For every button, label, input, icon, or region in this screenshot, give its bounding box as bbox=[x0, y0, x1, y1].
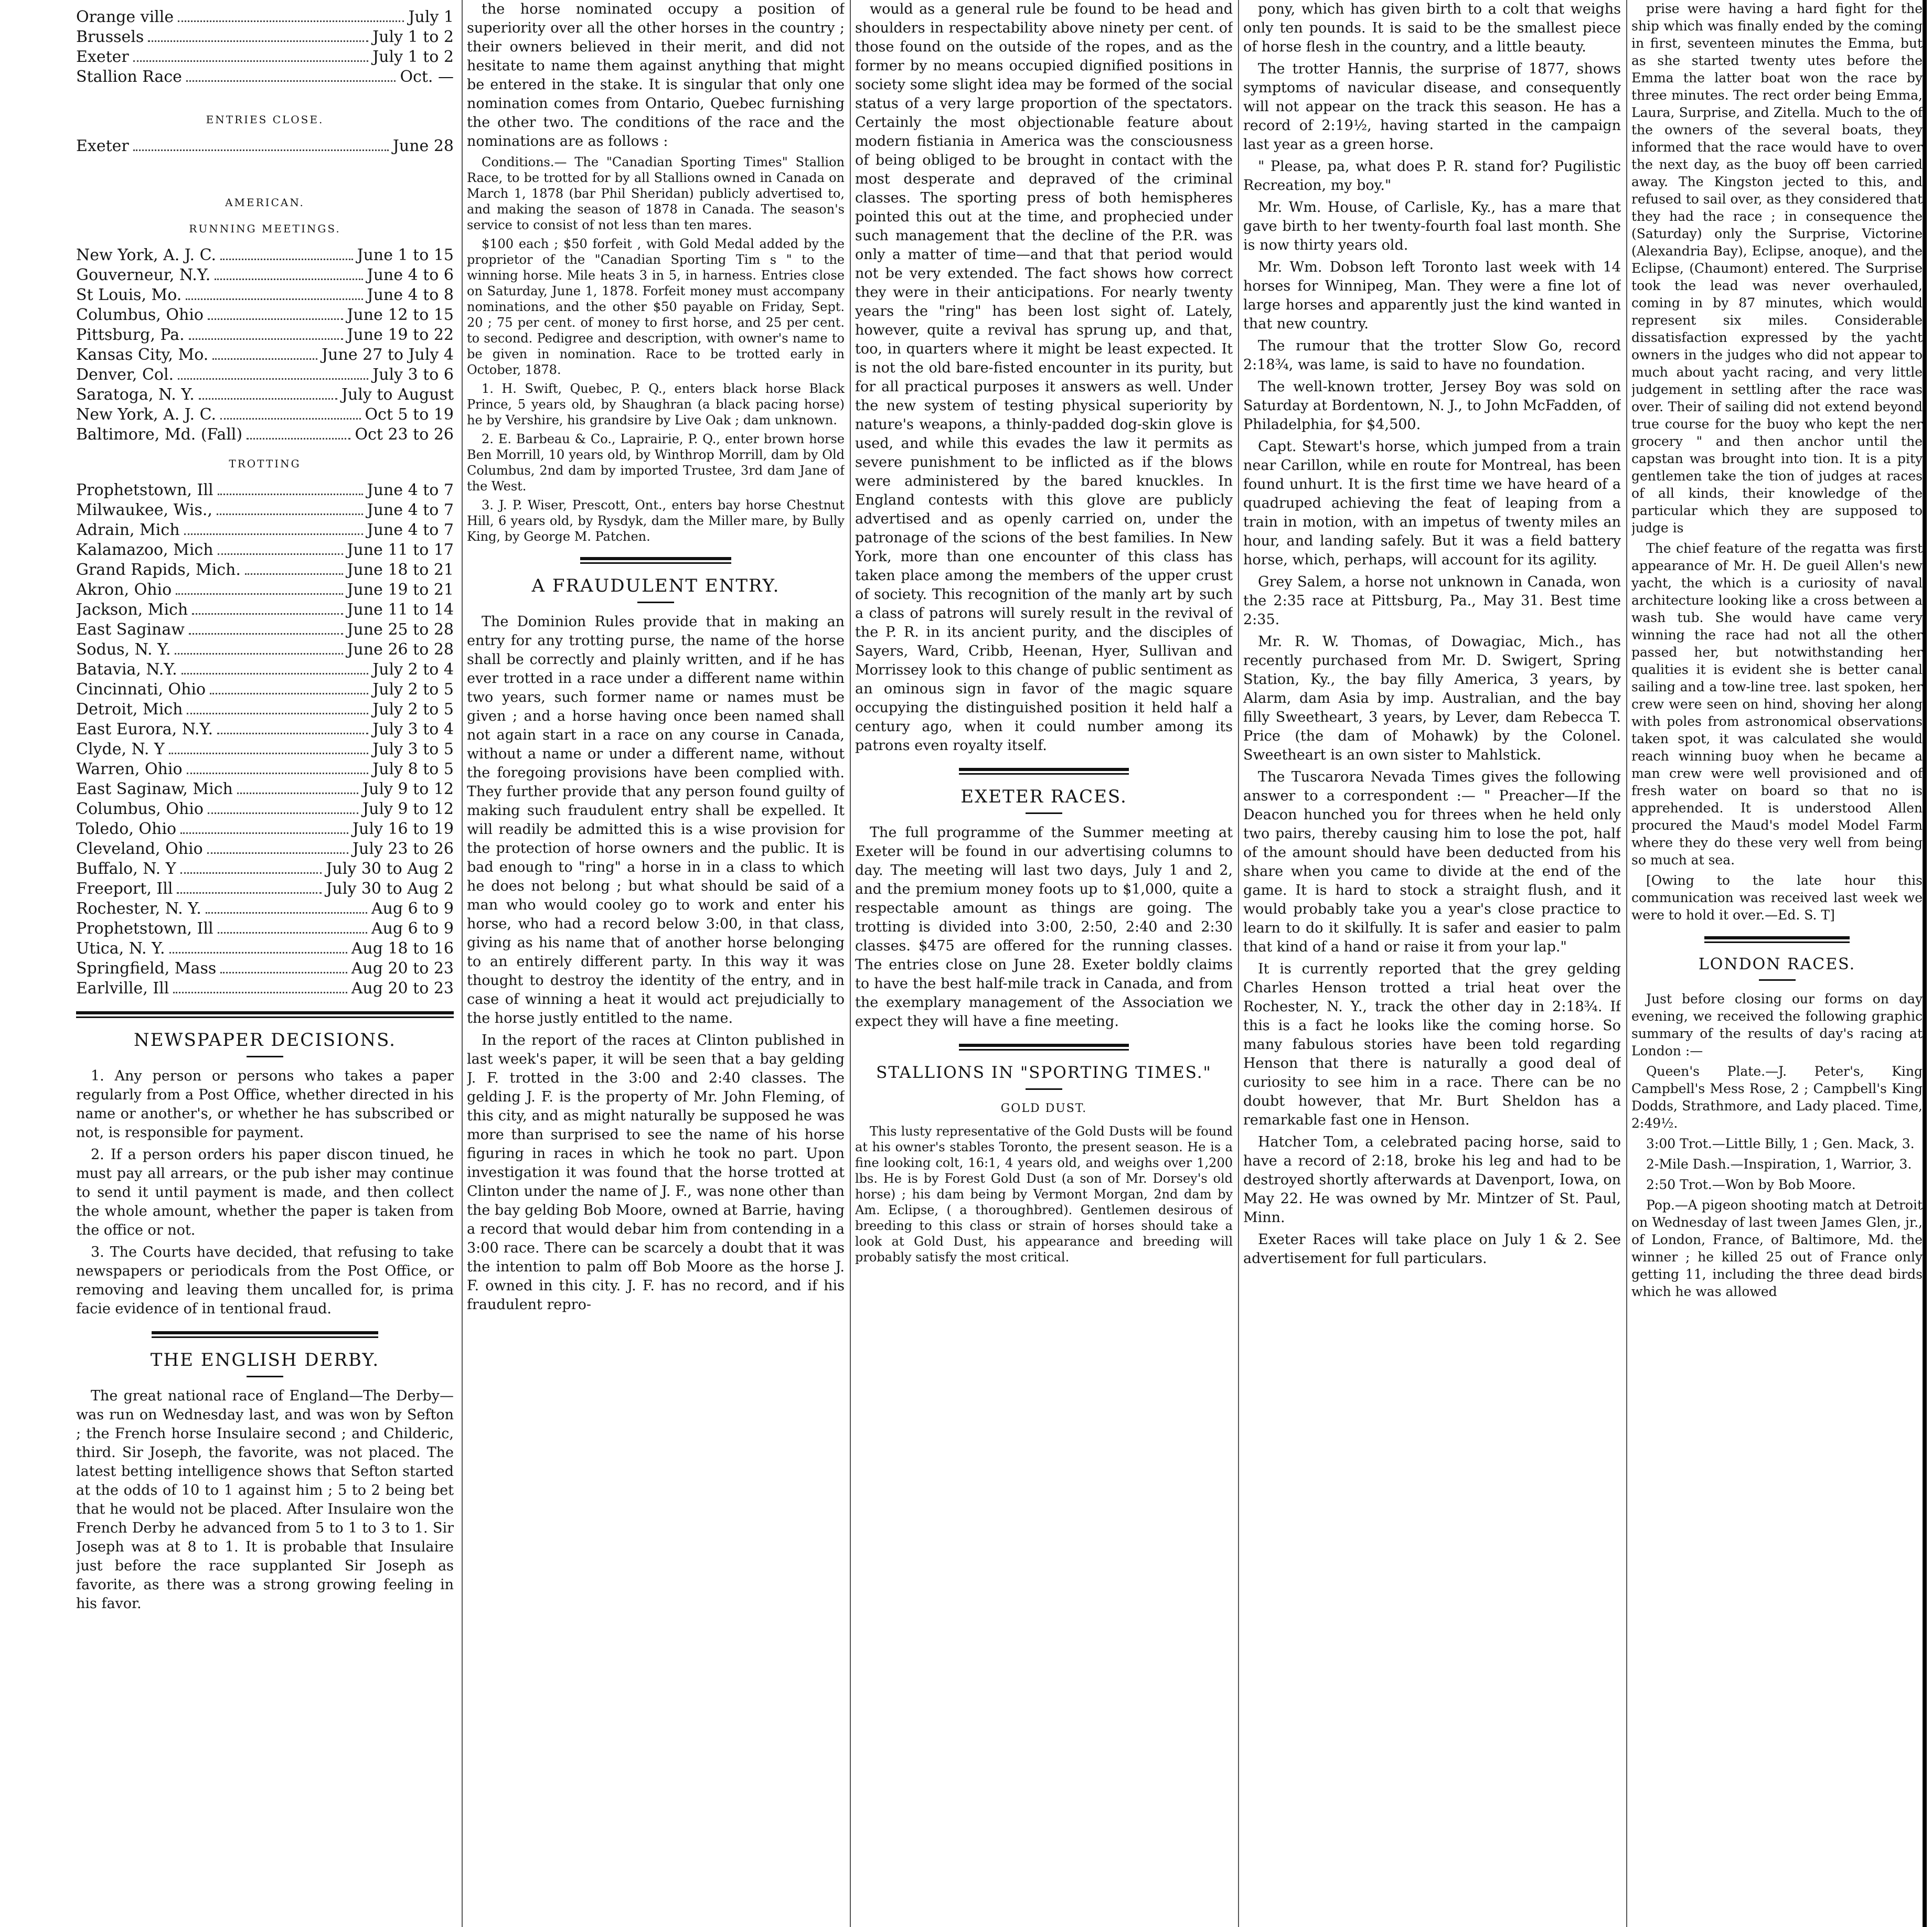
schedule-row bbox=[76, 919, 454, 939]
schedule-dates: June 4 to 6 bbox=[367, 266, 454, 284]
schedule-place: Rochester, N. Y. bbox=[76, 900, 201, 918]
schedule-place: Jackson, Mich bbox=[76, 601, 188, 619]
leader-dots bbox=[148, 27, 368, 42]
schedule-row bbox=[76, 640, 454, 660]
english-derby-text bbox=[76, 1387, 454, 1613]
section-divider bbox=[959, 1044, 1129, 1051]
leader-dots bbox=[133, 47, 368, 62]
schedule-row bbox=[76, 660, 454, 680]
schedule-row bbox=[76, 600, 454, 620]
paragraph: This lusty representative of the Gold Dusts will be found at his owner's stables Toronto, the present season. He is a fine looking colt, 16:1, 4 years old, and weighs over 1,200 lbs. He is by Forest Gold Dust (a son of Mr. Dorsey's old horse) ; his dam being by Vermont Morgan, 2nd dam by Am. Eclipse, ( a thoroughbred). Gentlemen desirous of breeding to this class or strain of horses should take a look at Gold Dust, his appearance and breeding will probably satisfy the most critical. bbox=[855, 1124, 1233, 1265]
section-divider bbox=[1704, 936, 1850, 943]
short-rule bbox=[637, 602, 674, 603]
schedule-dates: June 1 to 15 bbox=[357, 246, 454, 264]
american-heading: AMERICAN. bbox=[225, 196, 305, 209]
paragraph: [Owing to the late hour this communication was received last week we were to hold it over.—Ed. S. T] bbox=[1631, 873, 1923, 923]
leader-dots bbox=[247, 425, 350, 440]
schedule-row bbox=[76, 67, 454, 87]
schedule-place: Warren, Ohio bbox=[76, 760, 183, 778]
leader-dots bbox=[215, 265, 362, 280]
paragraph: 2:50 Trot.—Won by Bob Moore. bbox=[1646, 1177, 1856, 1192]
paragraph: Mr. R. W. Thomas, of Dowagiac, Mich., has recently purchased from Mr. D. Swigert, Spring Station, Ky., the bay filly America, 3 years, by Alarm, dam Asia by imp. Australian, and the bay filly Sweetheart, 3 years, by Lever, dam Rebecca T. Price (the dam of Mohawk) by the Colonel. Sweetheart is an own sister to Mahlstick. bbox=[1243, 634, 1621, 763]
leader-dots bbox=[208, 305, 343, 320]
schedule-row bbox=[76, 939, 454, 959]
leader-dots bbox=[180, 819, 348, 834]
newspaper-decisions-text bbox=[76, 1067, 454, 1319]
schedule-row bbox=[76, 520, 454, 540]
schedule-dates: Oct 5 to 19 bbox=[365, 405, 454, 424]
schedule-place: Stallion Race bbox=[76, 68, 182, 86]
section-divider bbox=[580, 557, 731, 564]
schedule-place: Kalamazoo, Mich bbox=[76, 541, 214, 559]
paragraph: Hatcher Tom, a celebrated pacing horse, said to have a record of 2:18, broke his leg and had to be destroyed shortly afterwards at Davenport, Iowa, on May 22. He was owned by Mr. Mintzer of St. Paul, Minn. bbox=[1243, 1134, 1621, 1226]
english-derby-heading: THE ENGLISH DERBY. bbox=[150, 1350, 380, 1371]
leader-dots bbox=[218, 480, 363, 495]
schedule-dates: June 19 to 22 bbox=[347, 326, 454, 344]
newspaper-decisions-heading: NEWSPAPER DECISIONS. bbox=[134, 1030, 396, 1051]
schedule-place: Buffalo, N. Y bbox=[76, 860, 176, 878]
leader-dots bbox=[178, 7, 404, 22]
schedule-row bbox=[76, 740, 454, 759]
regatta-report-text bbox=[1631, 0, 1923, 924]
running-meetings-heading: RUNNING MEETINGS. bbox=[189, 222, 341, 235]
schedule-row bbox=[76, 859, 454, 879]
paragraph: 3. J. P. Wiser, Prescott, Ont., enters bay horse Chestnut Hill, 6 years old, by Rysdyk, dam the Miller mare, by Bully King, by George M. Patchen. bbox=[467, 498, 845, 544]
schedule-place: Prophetstown, Ill bbox=[76, 481, 214, 499]
leader-dots bbox=[176, 580, 343, 595]
schedule-dates: June 4 to 7 bbox=[367, 521, 454, 539]
schedule-dates: June 25 to 28 bbox=[347, 620, 454, 639]
column-1 bbox=[76, 0, 454, 1927]
schedule-place: St Louis, Mo. bbox=[76, 286, 182, 304]
schedule-place: Batavia, N.Y. bbox=[76, 660, 177, 679]
schedule-row bbox=[76, 819, 454, 839]
prize-ring-article-text bbox=[855, 0, 1233, 755]
paragraph: Exeter Races will take place on July 1 & 2. See advertisement for full particulars. bbox=[1243, 1232, 1621, 1267]
leader-dots bbox=[206, 899, 367, 914]
schedule-place: Gouverneur, N.Y. bbox=[76, 266, 211, 284]
paragraph: Grey Salem, a horse not unknown in Canada, won the 2:35 race at Pittsburg, Pa., May 31. Best time 2:35. bbox=[1243, 574, 1621, 628]
column-rule bbox=[1238, 0, 1239, 1927]
schedule-row bbox=[76, 720, 454, 740]
schedule-place: Sodus, N. Y. bbox=[76, 640, 171, 659]
schedule-row bbox=[76, 345, 454, 365]
schedule-row bbox=[76, 580, 454, 600]
race-schedule-top bbox=[76, 7, 454, 87]
schedule-row bbox=[76, 47, 454, 67]
column-rule bbox=[850, 0, 851, 1927]
page-edge-rule bbox=[1923, 0, 1927, 1927]
schedule-dates: Aug 20 to 23 bbox=[351, 979, 454, 998]
entries-close-heading: ENTRIES CLOSE. bbox=[206, 113, 324, 126]
paragraph: The well-known trotter, Jersey Boy was sold on Saturday at Bordentown, N. J., to John McFadden, of Philadelphia, for $4,500. bbox=[1243, 379, 1621, 433]
leader-dots bbox=[187, 759, 369, 774]
leader-dots bbox=[207, 839, 348, 854]
paragraph: $100 each ; $50 forfeit , with Gold Medal added by the proprietor of the "Canadian Sporting Tim s " to the winning horse. Mile heats 3 in 5, in harness. Entries close on Saturday, June 1, 1878. Forfeit money must accompany nominations, and the other $50 payable on Friday, Sept. 20 ; 75 per cent. of money to first horse, and 25 per cent. to second. Pedigree and description, with owner's name to be given in nomination. Race to be trotted early in October, 1878. bbox=[467, 237, 845, 377]
schedule-dates: June 11 to 14 bbox=[347, 601, 454, 619]
schedule-dates: June 28 bbox=[392, 137, 454, 155]
london-races-text bbox=[1631, 990, 1923, 1300]
schedule-place: Prophetstown, Ill bbox=[76, 919, 214, 938]
column-2 bbox=[467, 0, 845, 1927]
schedule-row bbox=[76, 879, 454, 899]
schedule-dates: July to August bbox=[341, 386, 454, 404]
leader-dots bbox=[220, 245, 353, 260]
paragraph: 3:00 Trot.—Little Billy, 1 ; Gen. Mack, 3. bbox=[1646, 1136, 1915, 1151]
schedule-place: Kansas City, Mo. bbox=[76, 346, 209, 364]
leader-dots bbox=[212, 345, 317, 360]
leader-dots bbox=[184, 520, 363, 535]
schedule-place: Adrain, Mich bbox=[76, 521, 180, 539]
paragraph: Mr. Wm. House, of Carlisle, Ky., has a mare that gave birth to her twenty-fourth foal last month. She is now thirty years old. bbox=[1243, 199, 1621, 253]
gold-dust-heading: GOLD DUST. bbox=[1000, 1102, 1087, 1115]
schedule-dates: June 26 to 28 bbox=[347, 640, 454, 659]
section-divider bbox=[152, 1331, 378, 1338]
schedule-place: Cincinnati, Ohio bbox=[76, 680, 206, 699]
schedule-dates: July 3 to 4 bbox=[372, 720, 454, 738]
short-rule bbox=[247, 1376, 283, 1377]
fraudulent-entry-text bbox=[467, 613, 845, 1314]
paragraph: Mr. Wm. Dobson left Toronto last week with 14 horses for Winnipeg, Man. They were a fine lot of large horses and apparently just the kind wanted in that new country. bbox=[1243, 259, 1621, 332]
schedule-place: Springfield, Mass bbox=[76, 959, 217, 978]
leader-dots bbox=[237, 779, 358, 794]
schedule-row bbox=[76, 759, 454, 779]
leader-dots bbox=[186, 285, 362, 300]
paragraph: 2. E. Barbeau & Co., Laprairie, P. Q., enter brown horse Ben Morrill, 10 years old, by Winthrop Morrill, dam by Old Columbus, 2nd dam by imported Trustee, 3rd dam Jane of the West. bbox=[467, 432, 845, 494]
schedule-place: Milwaukee, Wis., bbox=[76, 501, 212, 519]
schedule-place: Brussels bbox=[76, 28, 144, 46]
schedule-dates: July 8 to 5 bbox=[372, 760, 454, 778]
schedule-row bbox=[76, 425, 454, 445]
schedule-place: Pittsburg, Pa. bbox=[76, 326, 185, 344]
schedule-row bbox=[76, 385, 454, 405]
leader-dots bbox=[199, 385, 337, 400]
schedule-row bbox=[76, 27, 454, 47]
schedule-dates: July 3 to 6 bbox=[372, 366, 454, 384]
schedule-row bbox=[76, 839, 454, 859]
schedule-place: Columbus, Ohio bbox=[76, 306, 204, 324]
paragraph: pony, which has given birth to a colt that weighs only ten pounds. It is said to be the smallest piece of horse flesh in the country, and a little beauty. bbox=[1243, 1, 1621, 55]
schedule-place: Toledo, Ohio bbox=[76, 820, 177, 838]
schedule-dates: June 11 to 17 bbox=[347, 541, 454, 559]
schedule-dates: July 3 to 5 bbox=[372, 740, 454, 758]
short-rule bbox=[1759, 979, 1796, 981]
schedule-dates: July 1 to 2 bbox=[372, 28, 454, 46]
schedule-dates: Oct. — bbox=[400, 68, 454, 86]
leader-dots bbox=[189, 325, 343, 340]
paragraph: The Tuscarora Nevada Times gives the following answer to a correspondent :— " Preacher—If the Deacon hunched you for threes when he held only two pairs, thereby causing him to lose the pot, half of the amount should have been deducted from his share when you came to divide at the end of the game. It is hard to stock a straight flush, and it would probably take you a year's close practice to learn to do it skilfully. It is safer and easier to palm that kind of a hand or raise it from your lap." bbox=[1243, 769, 1621, 955]
paragraph: 2. If a person orders his paper discon tinued, he must pay all arrears, or the pub isher may continue to send it until payment is made, and then collect the whole amount, whether the paper is taken from the office or not. bbox=[76, 1147, 454, 1238]
schedule-row bbox=[76, 365, 454, 385]
schedule-dates: June 19 to 21 bbox=[347, 581, 454, 599]
schedule-dates: June 27 to July 4 bbox=[322, 346, 454, 364]
schedule-dates: Aug 6 to 9 bbox=[371, 900, 454, 918]
stallions-heading: STALLIONS IN "SPORTING TIMES." bbox=[876, 1063, 1212, 1082]
schedule-place: Cleveland, Ohio bbox=[76, 840, 203, 858]
leader-dots bbox=[218, 919, 367, 934]
exeter-races-text bbox=[855, 823, 1233, 1031]
schedule-dates: Aug 18 to 16 bbox=[351, 939, 454, 958]
paragraph: It is currently reported that the grey gelding Charles Henson trotted a trial heat over the Rochester, N. Y., track the other day in 2:18¾. If this is a fact he looks like the coming horse. So many fabulous stories have been told regarding Henson that there is naturally a good deal of curiosity to see him in a race. There can be no doubt however, that Mr. Burt Sheldon has a remarkable fast one in Henson. bbox=[1243, 961, 1621, 1128]
schedule-dates: June 18 to 21 bbox=[347, 561, 454, 579]
schedule-row bbox=[76, 265, 454, 285]
leader-dots bbox=[169, 740, 368, 754]
schedule-place: Utica, N. Y. bbox=[76, 939, 165, 958]
leader-dots bbox=[182, 660, 368, 675]
leader-dots bbox=[178, 365, 368, 380]
schedule-row bbox=[76, 899, 454, 919]
leader-dots bbox=[133, 136, 389, 151]
trotting-list bbox=[76, 480, 454, 999]
schedule-dates: July 2 to 4 bbox=[372, 660, 454, 679]
leader-dots bbox=[192, 600, 343, 615]
schedule-place: Clyde, N. Y bbox=[76, 740, 165, 758]
leader-dots bbox=[180, 859, 322, 874]
leader-dots bbox=[245, 560, 343, 575]
schedule-row bbox=[76, 500, 454, 520]
paragraph: 2-Mile Dash.—Inspiration, 1, Warrior, 3. bbox=[1646, 1157, 1912, 1172]
stallion-race-intro-text bbox=[467, 0, 845, 151]
schedule-dates: July 23 to 26 bbox=[353, 840, 454, 858]
schedule-place: Baltimore, Md. (Fall) bbox=[76, 425, 243, 444]
leader-dots bbox=[217, 500, 363, 515]
column-4 bbox=[1243, 0, 1621, 1927]
schedule-dates: July 1 to 2 bbox=[372, 48, 454, 66]
leader-dots bbox=[218, 540, 343, 555]
schedule-row bbox=[76, 700, 454, 720]
leader-dots bbox=[210, 680, 368, 694]
paragraph: The full programme of the Summer meeting at Exeter will be found in our advertising columns to day. The meeting will last two days, July 1 and 2, and the premium money foots up to $1,000, quite a respectable amount as things are going. The trotting is divided into 3:00, 2:50, 2:40 and 2:30 classes. $475 are offered for the running classes. The entries close on June 28. Exeter boldly claims to have the best half-mile track in Canada, and from the exemplary management of the Association we expect they will have a fine meeting. bbox=[855, 825, 1233, 1030]
short-rule bbox=[1026, 812, 1062, 814]
entries-close-list bbox=[76, 136, 454, 156]
paragraph: Pop.—A pigeon shooting match at Detroit on Wednesday of last tween James Glen, jr., of London, France, of Baltimore, Md. the winner ; he killed 25 out of France only getting 11, including the three dead birds which he was allowed bbox=[1631, 1197, 1923, 1299]
schedule-place: Saratoga, N. Y. bbox=[76, 386, 195, 404]
column-5 bbox=[1631, 0, 1923, 1927]
leader-dots bbox=[187, 700, 368, 714]
schedule-row bbox=[76, 979, 454, 999]
gold-dust-text bbox=[855, 1123, 1233, 1265]
schedule-dates: July 9 to 12 bbox=[362, 800, 454, 818]
schedule-place: Orange ville bbox=[76, 8, 174, 26]
schedule-dates: Aug 20 to 23 bbox=[351, 959, 454, 978]
schedule-dates: July 30 to Aug 2 bbox=[326, 860, 454, 878]
schedule-dates: June 4 to 8 bbox=[367, 286, 454, 304]
short-rule bbox=[1026, 1088, 1062, 1090]
leader-dots bbox=[169, 939, 347, 954]
paragraph: 1. H. Swift, Quebec, P. Q., enters black horse Black Prince, 5 years old, by Shaughran (a black pacing horse) he by Vershire, his grandsire by Live Oak ; dam unknown. bbox=[467, 381, 845, 427]
leader-dots bbox=[220, 959, 347, 973]
leader-dots bbox=[189, 620, 343, 635]
schedule-dates: July 30 to Aug 2 bbox=[326, 880, 454, 898]
schedule-place: Akron, Ohio bbox=[76, 581, 172, 599]
schedule-place: New York, A. J. C. bbox=[76, 405, 216, 424]
schedule-place: Freeport, Ill bbox=[76, 880, 173, 898]
paragraph: Queen's Plate.—J. Peter's, King Campbell's Mess Rose, 2 ; Campbell's King Dodds, Strathmore, and Lady placed. Time, 2:49½. bbox=[1631, 1064, 1923, 1131]
schedule-place: New York, A. J. C. bbox=[76, 246, 216, 264]
schedule-dates: Aug 6 to 9 bbox=[371, 919, 454, 938]
schedule-place: Exeter bbox=[76, 48, 129, 66]
schedule-place: Detroit, Mich bbox=[76, 700, 183, 719]
schedule-place: East Eurora, N.Y. bbox=[76, 720, 214, 738]
paragraph: would as a general rule be found to be head and shoulders in respectability above ninety per cent. of those found on the outside of the ropes, and as the former by no means occupied dignified positions in society some slight idea may be formed of the social status of a very large proportion of the spectators. Certainly the most objectionable feature about modern fistiania in America was the consciousness of being obliged to be brought in contact with the most desperate and depraved of the criminal classes. The sporting press of both hemispheres pointed this out at the time, and prophecied under such management that the decline of the P.R. was only a matter of time—and that that period would not be very extended. The fact shows how correct they were in their anticipations. For nearly twenty years the "ring" has been lost sight of. Lately, however, quite a revival has sprung up, and that, too, in quarters where it might be least expected. It is not the old bare-fisted encounter in its purity, but for all practical purposes it answers as well. Under the new system of testing physical superiority by nature's weapons, a thinly-padded dog-skin glove is used, and while this evades the law it permits as severe punishment to be inflicted as if the blows were administered by the bared knuckles. In England contests with this glove are publicly advertised and as openly carried on, under the patronage of the scions of the best families. In New York, more than one encounter of this class has taken place among the members of the upper crust of society. This recognition of the manly art by such a class of patrons will surely result in the revival of the P. R. in its ancient purity, and the disciples of Sayers, Ward, Cribb, Heenan, Hyer, Sullivan and Morrissey look to this change of public sentiment as an ominous sign in favor of the magic square occupying the distinguished position it held half a century ago, when it could number among its patrons even royalty itself. bbox=[855, 1, 1233, 754]
schedule-row bbox=[76, 305, 454, 325]
schedule-row bbox=[76, 245, 454, 265]
schedule-row bbox=[76, 680, 454, 700]
schedule-dates: June 12 to 15 bbox=[347, 306, 454, 324]
schedule-dates: July 16 to 19 bbox=[353, 820, 454, 838]
exeter-races-heading: EXETER RACES. bbox=[960, 786, 1127, 807]
leader-dots bbox=[173, 979, 347, 993]
leader-dots bbox=[217, 720, 368, 734]
schedule-dates: July 2 to 5 bbox=[372, 700, 454, 719]
trotting-heading: TROTTING bbox=[229, 457, 301, 470]
paragraph: Capt. Stewart's horse, which jumped from a train near Carillon, while en route for Montreal, has been found unhurt. It is the first time we have heard of a quadruped achieving the feat of leaping from a train in motion, with an impetus of twenty miles an hour, and landing safely. But it was a field battery horse, which, perhaps, will account for its agility. bbox=[1243, 438, 1621, 568]
schedule-dates: July 9 to 12 bbox=[362, 780, 454, 798]
schedule-dates: Oct 23 to 26 bbox=[355, 425, 454, 444]
schedule-row bbox=[76, 136, 454, 156]
paragraph: The rumour that the trotter Slow Go, record 2:18¾, was lame, is said to have no foundation. bbox=[1243, 338, 1621, 373]
paragraph: The chief feature of the regatta was first appearance of Mr. H. De gueil Allen's new yacht, the which is a curiosity of naval architecture looking like a cross between a wash tub. She would have came very winning the race had not all the other passed her, but notwithstanding her qualities it is evident she is better canal sailing and a tow-line tree. last spoken, her crew were seen on hind, shoving her along with poles from astronomical observations taken spot, it was calculated she would reach winning buoy when he became a man crew were well provisioned and of fresh water on board so that no is apprehended. It is understood Allen procured the Maud's model Model Farm where they do these very well from being so much at sea. bbox=[1631, 541, 1923, 868]
leader-dots bbox=[208, 799, 358, 814]
paragraph: The trotter Hannis, the surprise of 1877, shows symptoms of navicular disease, and consequently will not appear on the track this season. He has a record of 2:19½, having started in the campaign last year as a green horse. bbox=[1243, 61, 1621, 153]
section-divider bbox=[959, 768, 1129, 775]
paragraph: prise were having a hard fight for the ship which was finally ended by the coming in first, seventeen minutes the Emma, but as she started twenty utes before the Emma the latter boat won the race by three minutes. The rect order being Emma, Laura, Surprise, and Zitella. Much to the of the owners of the several boats, they informed that the race would have to over the next day, as the buoy off been carried away. The Kingston jected to this, and refused to sail over, as they considered that they had the race ; in consequence the (Saturday) only the Surprise, Victorine (Alexandria Bay), Eclipse, anoque), and the Eclipse, (Chaumont) entered. The Surprise took the lead was never overhauled, coming in by 87 minutes, which would represent six miles. Considerable dissatisfaction expressed by the yacht owners in the judges who did not appear to much about yacht racing, and very little judgement in settling after the race was over. Their of sailing did not extend beyond true course for the buoy who kept the ner grocery " and then anchor until the capstan was brought into tion. It is a pity gentlemen take the tion of judges at races of all kinds, their knowledge of the particular which they are supposed to judge is bbox=[1631, 1, 1923, 536]
leader-dots bbox=[186, 67, 396, 82]
schedule-place: Earlville, Ill bbox=[76, 979, 169, 998]
fraudulent-entry-heading: A FRAUDULENT ENTRY. bbox=[531, 575, 780, 596]
schedule-place: East Saginaw, Mich bbox=[76, 780, 233, 798]
column-rule bbox=[1626, 0, 1627, 1927]
london-races-heading: LONDON RACES. bbox=[1698, 955, 1856, 973]
schedule-dates: June 4 to 7 bbox=[367, 501, 454, 519]
paragraph: The Dominion Rules provide that in making an entry for any trotting purse, the name of the horse shall be correctly and plainly written, and if he has ever trotted in a race under a different name within two years, such former name or names must be given ; and a horse having once been named shall not again start in a race on any course in Canada, without a name or under a different name, without the foregoing provisions have been complied with. They further provide that any person found guilty of making such fraudulent entry shall be expelled. It will readily be admitted this is a wise provision for the protection of horse owners and the public. It is bad enough to "ring" a horse in in a class to which he does not belong ; but what should be said of a man who would cooley go to work and enter his horse, who had a record below 3:00, in that class, giving as his name that of another horse belonging to an entirely different party. In this way it was thought to destroy the identity of the entry, and in case of winning a heat it would act prejudicially to the horse justly entitled to the name. bbox=[467, 614, 845, 1026]
schedule-place: Exeter bbox=[76, 137, 129, 155]
news-items-text bbox=[1243, 0, 1621, 1268]
schedule-row bbox=[76, 779, 454, 799]
running-meetings-list bbox=[76, 245, 454, 445]
section-divider bbox=[76, 1011, 454, 1018]
leader-dots bbox=[177, 879, 322, 894]
schedule-row bbox=[76, 405, 454, 425]
paragraph: The great national race of England—The Derby—was run on Wednesday last, and was won by Sefton ; the French horse Insulaire second ; and Childeric, third. Sir Joseph, the favorite, was not placed. The latest betting intelligence shows that Sefton started at the odds of 10 to 1 against him ; 5 to 2 being bet that he would not be placed. After Insulaire won the French Derby he advanced from 5 to 1 to 3 to 1. Sir Joseph was at 8 to 1. It is probable that Insulaire just before the race supplanted Sir Joseph as favorite, as there was a strong growing feeling in his favor. bbox=[76, 1388, 454, 1612]
schedule-place: Grand Rapids, Mich. bbox=[76, 561, 241, 579]
schedule-row bbox=[76, 620, 454, 640]
schedule-row bbox=[76, 480, 454, 500]
schedule-dates: July 1 bbox=[408, 8, 454, 26]
schedule-row bbox=[76, 285, 454, 305]
schedule-place: East Saginaw bbox=[76, 620, 185, 639]
paragraph: 3. The Courts have decided, that refusing to take newspapers or periodicals from the Post Office, or removing and leaving them uncalled for, is prima facie evidence of in tentional fraud. bbox=[76, 1244, 454, 1317]
paragraph: In the report of the races at Clinton published in last week's paper, it will be seen that a bay gelding J. F. trotted in the 3:00 and 2:40 classes. The gelding J. F. is the property of Mr. John Fleming, of this city, and as might naturally be supposed he was more than surprised to see the name of his horse figuring in races in which he took no part. Upon investigation it was found that the horse trotted at Clinton under the name of J. F., was none other than the bay gelding Bob Moore, owned at Barrie, having a record that would debar him from contending in a 3:00 race. There can be scarcely a doubt that it was the intention to palm off Bob Moore as the horse J. F. owned in this city. J. F. has no record, and if his fraudulent repro- bbox=[467, 1032, 845, 1313]
stallion-race-conditions bbox=[467, 154, 845, 544]
schedule-row bbox=[76, 959, 454, 979]
schedule-dates: June 4 to 7 bbox=[367, 481, 454, 499]
schedule-row bbox=[76, 7, 454, 27]
schedule-place: Columbus, Ohio bbox=[76, 800, 204, 818]
leader-dots bbox=[175, 640, 343, 655]
column-3 bbox=[855, 0, 1233, 1927]
schedule-place: Denver, Col. bbox=[76, 366, 174, 384]
schedule-row bbox=[76, 560, 454, 580]
column-rule bbox=[462, 0, 463, 1927]
paragraph: " Please, pa, what does P. R. stand for? Pugilistic Recreation, my boy." bbox=[1243, 158, 1621, 194]
paragraph: Just before closing our forms on day evening, we received the following graphic summary of the results of day's racing at London :— bbox=[1631, 991, 1923, 1058]
paragraph: Conditions.— The "Canadian Sporting Times" Stallion Race, to be trotted for by all Stallions owned in Canada on March 1, 1878 (bar Phil Sheridan) publicly advertised to, and making the season of 1878 in Canada. The season's service to consist of not less than ten mares. bbox=[467, 155, 845, 232]
schedule-row bbox=[76, 325, 454, 345]
paragraph: 1. Any person or persons who takes a paper regularly from a Post Office, whether directed in his name or another's, or whether he has subscribed or not, is responsible for payment. bbox=[76, 1068, 454, 1141]
leader-dots bbox=[220, 405, 361, 420]
schedule-dates: July 2 to 5 bbox=[372, 680, 454, 699]
paragraph: the horse nominated occupy a position of superiority over all the other horses in the country ; their owners believed in their merit, and did not hesitate to name them against anything that might be entered in the stake. It is singular that only one nomination comes from Ontario, Quebec furnishing the other two. The conditions of the race and the nominations are as follows : bbox=[467, 1, 845, 149]
short-rule bbox=[247, 1056, 283, 1057]
schedule-row bbox=[76, 799, 454, 819]
schedule-row bbox=[76, 540, 454, 560]
